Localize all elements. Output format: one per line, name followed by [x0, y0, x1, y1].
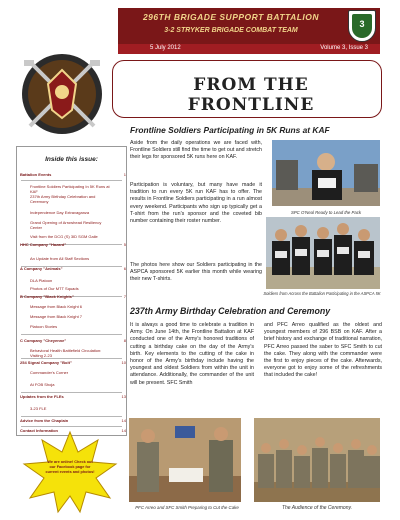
article1-headline: Frontline Soldiers Participating in 5K Runs at KAF — [130, 125, 330, 135]
toc-item-label: HHC Company "Hazard" — [20, 242, 67, 247]
group-run-photo-caption: Soldiers from Across the Battalion Participating in the ASPCA 5K — [263, 291, 381, 296]
toc-item-label: Battalion Events — [20, 172, 52, 177]
runner-photo-caption: SPC O'Neal Ready to Lead the Pack — [290, 210, 362, 215]
sidebar-heading: Inside this issue: — [45, 156, 98, 163]
toc-item-label: 3-23 FLE — [30, 406, 47, 411]
toc-item-label: At FOB Shoja — [30, 382, 55, 387]
toc-item-label: 254 Signal Company "Bolt" — [20, 360, 72, 365]
toc-item-label: Message from Black Knight 6 — [30, 304, 83, 309]
toc-item-label: Advice from the Chaplain — [20, 418, 69, 423]
toc-item-label: Contact Information — [20, 428, 58, 433]
header-band — [118, 8, 344, 44]
toc-item-label: DLA Platoon — [30, 278, 53, 283]
article2-column-2: and PFC Arreo qualified as the oldest and youngest members of 296 BSB on KAF. After a brief history and exchange of traditional narration, PFC Arreo passed the saber to SFC Smith to cut the cake. They along with the commander were the first to enjoy pieces of the cake. Afterwards, everyone got to enjoy some of the refreshments that included the cake! — [264, 322, 382, 379]
toc-divider — [21, 358, 122, 359]
toc-item-page: 1 — [123, 172, 126, 177]
unit-crest-icon — [348, 10, 376, 42]
toc-item-label: Updates from the FLEs — [20, 394, 64, 399]
toc-item-label: Photos of Our MTT Squads — [30, 286, 79, 291]
battalion-name: 296TH BRIGADE SUPPORT BATTALION — [142, 12, 320, 22]
toc-item-label: Behavioral Health Battlefield Circulation: Visiting 2-23 — [30, 348, 102, 358]
toc-item-label: B Company "Black Knights" — [20, 294, 74, 299]
toc-item-label: A Company "Animals" — [20, 266, 63, 271]
toc-item-label: 237th Army Birthday Celebration and Ceremony — [30, 194, 96, 204]
article2-column-1: It is always a good time to celebrate a tradition in Army. On June 14th, the Frontline Battalion at KAF conducted one of the Army's honored traditions of cutting a birthday cake on the day of the Army's birth. Key elements to the cutting of the cake in honor of the Army's birthday include having the youngest and oldest Soldiers from within the unit in attendance. Additionally, the commander of the unit will be present. SFC Smith — [130, 322, 254, 386]
article2-headline: 237th Army Birthday Celebration and Ceremony — [130, 306, 331, 316]
battalion-logo-icon — [16, 48, 108, 140]
toc-item-page: 8 — [123, 338, 126, 343]
toc-item-label: An Update from All Staff Sections — [30, 256, 90, 261]
group-run-photo — [266, 217, 380, 289]
toc-item-page: 6 — [123, 266, 126, 271]
cake-cutting-caption: PFC Arreo and SFC Smith Preparing to Cut the Cake — [135, 505, 239, 510]
toc-item-label: Grand Opening of Arrowhead Resiliency Center — [30, 220, 102, 230]
toc-divider — [21, 334, 122, 335]
toc-divider — [21, 416, 122, 417]
toc-item-page: 14 — [121, 418, 126, 423]
toc-item-page: 10 — [121, 360, 126, 365]
toc-item-label: Visit from the DCG (S) 3ID SGM Gaile — [30, 234, 98, 239]
toc-divider — [21, 392, 122, 393]
toc-item-label: C Company "Cheyenne" — [20, 338, 67, 343]
brigade-name: 3-2 STRYKER BRIGADE COMBAT TEAM — [164, 27, 298, 34]
toc-item-label: Message from Black Knight 7 — [30, 314, 83, 319]
toc-item-label: Commander's Corner — [30, 370, 69, 375]
runner-photo — [272, 140, 380, 206]
issue-volume: Volume 3, Issue 3 — [320, 45, 368, 51]
ceremony-audience-caption: The Audience of the Ceremony. — [281, 505, 353, 511]
crest-number: 3 — [359, 19, 365, 29]
ceremony-audience-photo — [254, 418, 380, 502]
article1-paragraph-3: The photos here show our Soldiers participating in the ASPCA sponsored 5K earlier this month while wearing their new T-shirts. — [130, 262, 262, 283]
toc-item-page: 13 — [121, 394, 126, 399]
toc-item-page: 5 — [123, 242, 126, 247]
date-bar — [118, 44, 380, 54]
toc-item-label: Independence Day Extravaganza — [30, 210, 90, 215]
toc-item-page: 7 — [123, 294, 126, 299]
issue-date: 5 July 2012 — [150, 45, 181, 51]
toc-item-label: Frontline Soldiers Participating In 5K Runs at KAF — [30, 184, 110, 194]
facebook-callout-text: We are online! Check out our Facebook page for current events and photos! — [45, 460, 95, 474]
article1-paragraph-2: Participation is voluntary, but many have made it tradition to run every 5K run KAF has to offer. The results in Frontline Soldiers participating in a run almost every weekend. Participants who sign up typically get a T-shirt from the run's sponsor and the coveted bib number containing their roster number. — [130, 182, 262, 225]
article1-paragraph-1: Aside from the daily operations we are faced with, Frontline Soldiers still find the time to get out and stretch their legs for sponsored 5K runs here on KAF. — [130, 140, 262, 161]
toc-divider — [21, 180, 122, 181]
cake-cutting-photo — [129, 418, 241, 502]
newsletter-title: FROM THE FRONTLINE — [187, 75, 315, 115]
toc-item-page: 14 — [121, 428, 126, 433]
toc-divider — [21, 426, 122, 427]
toc-item-label: Platoon Stories — [30, 324, 58, 329]
